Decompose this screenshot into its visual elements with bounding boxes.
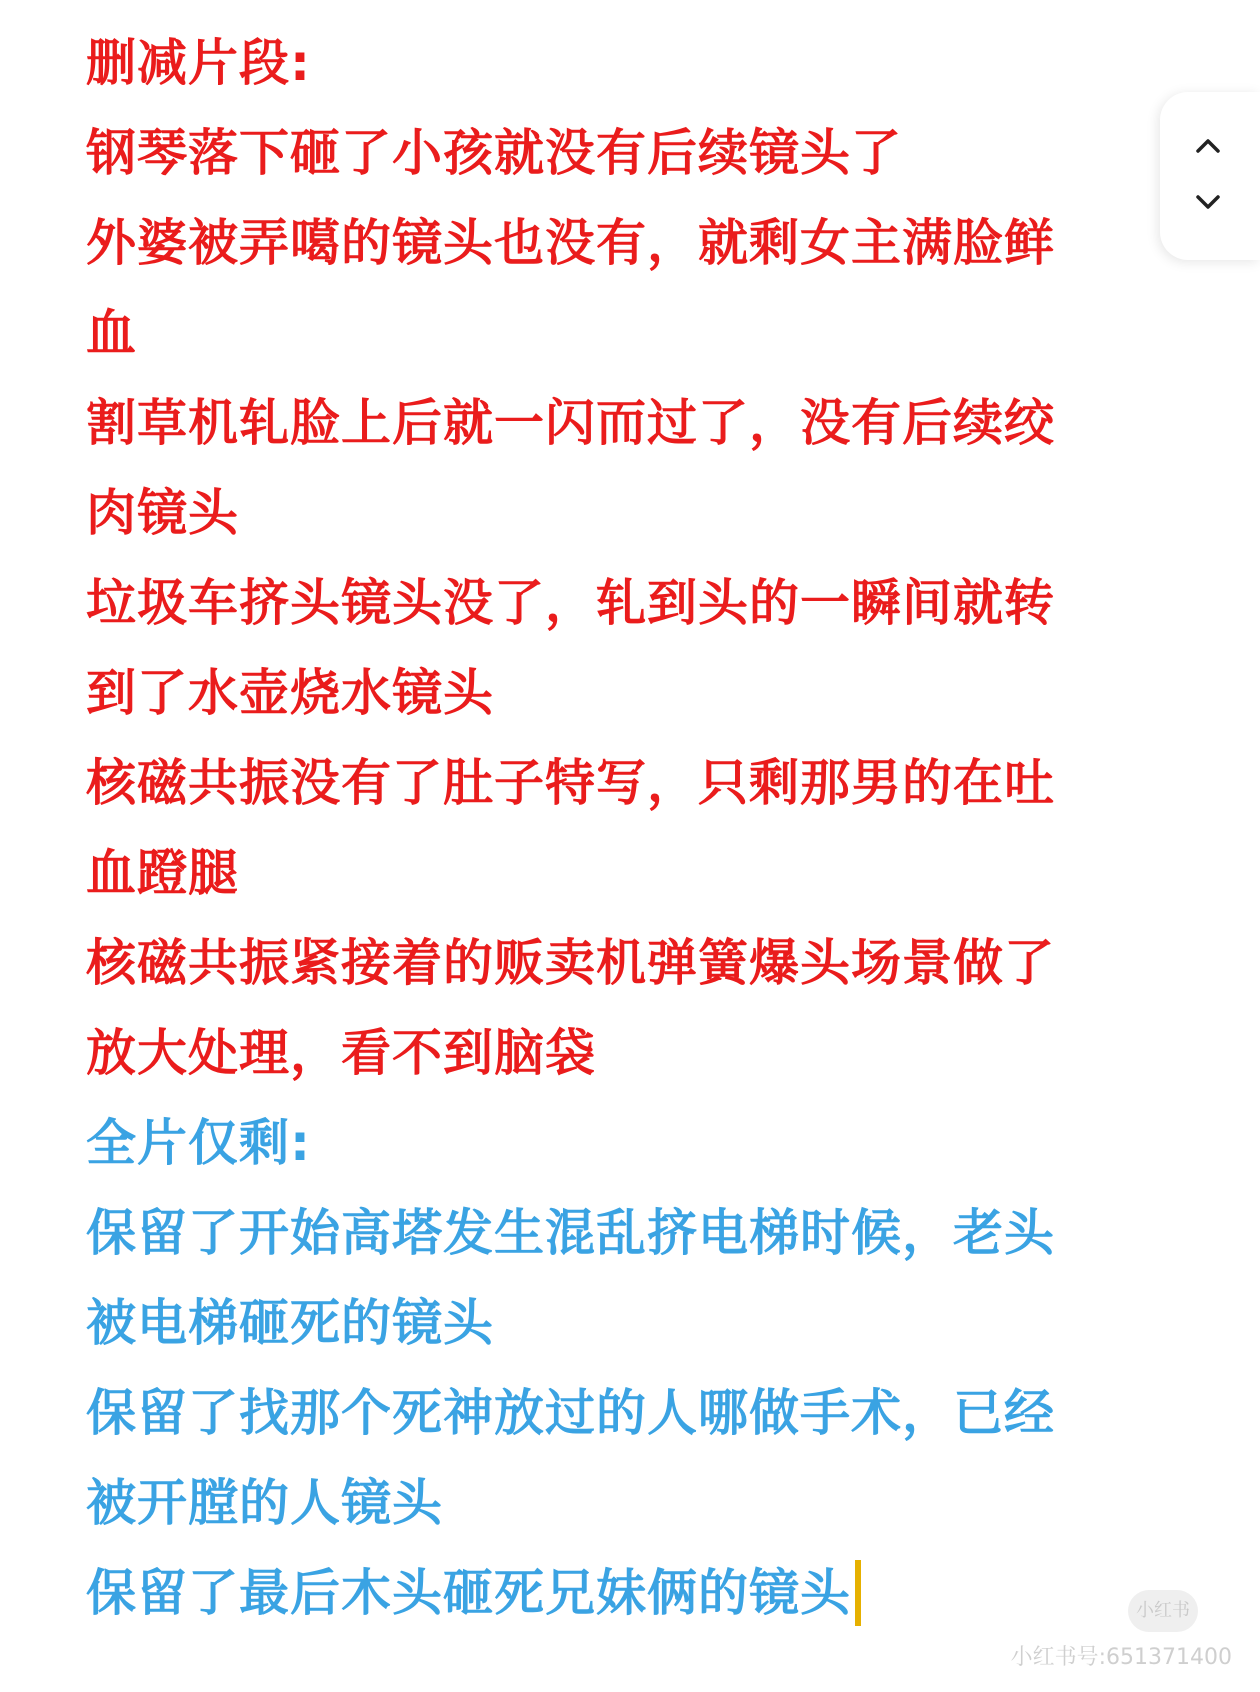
deleted-line: 核磁共振紧接着的贩卖机弹簧爆头场景做了 (86, 934, 1055, 992)
deleted-line: 血蹬腿 (86, 844, 239, 902)
chevron-up-icon[interactable] (1194, 132, 1222, 160)
deleted-line: 到了水壶烧水镜头 (86, 664, 494, 722)
deleted-line: 外婆被弄噶的镜头也没有，就剩女主满脸鲜 (86, 214, 1055, 272)
deleted-line: 肉镜头 (86, 484, 239, 542)
deleted-line: 钢琴落下砸了小孩就没有后续镜头了 (86, 124, 902, 182)
remaining-line: 保留了找那个死神放过的人哪做手术，已经 (86, 1384, 1055, 1442)
remaining-heading: 全片仅剩: (86, 1114, 311, 1172)
deleted-line: 垃圾车挤头镜头没了，轧到头的一瞬间就转 (86, 574, 1055, 632)
remaining-line-text: 保留了最后木头砸死兄妹俩的镜头 (86, 1564, 851, 1622)
watermark-logo: 小红书 (1128, 1590, 1198, 1632)
deleted-line: 放大处理，看不到脑袋 (86, 1024, 596, 1082)
deleted-line: 割草机轧脸上后就一闪而过了，没有后续绞 (86, 394, 1055, 452)
deleted-line: 核磁共振没有了肚子特写，只剩那男的在吐 (86, 754, 1055, 812)
scroll-control-panel (1160, 92, 1260, 260)
deleted-heading: 删减片段: (86, 34, 311, 92)
note-content (86, 18, 1166, 1638)
deleted-line: 血 (86, 304, 137, 362)
text-cursor (855, 1560, 861, 1626)
remaining-line: 被开膛的人镜头 (86, 1474, 443, 1532)
remaining-line-last[interactable] (86, 1548, 1166, 1638)
chevron-down-icon[interactable] (1194, 188, 1222, 216)
watermark-id: 小红书号:651371400 (1010, 1645, 1232, 1670)
remaining-line: 被电梯砸死的镜头 (86, 1294, 494, 1352)
remaining-line: 保留了开始高塔发生混乱挤电梯时候，老头 (86, 1204, 1055, 1262)
